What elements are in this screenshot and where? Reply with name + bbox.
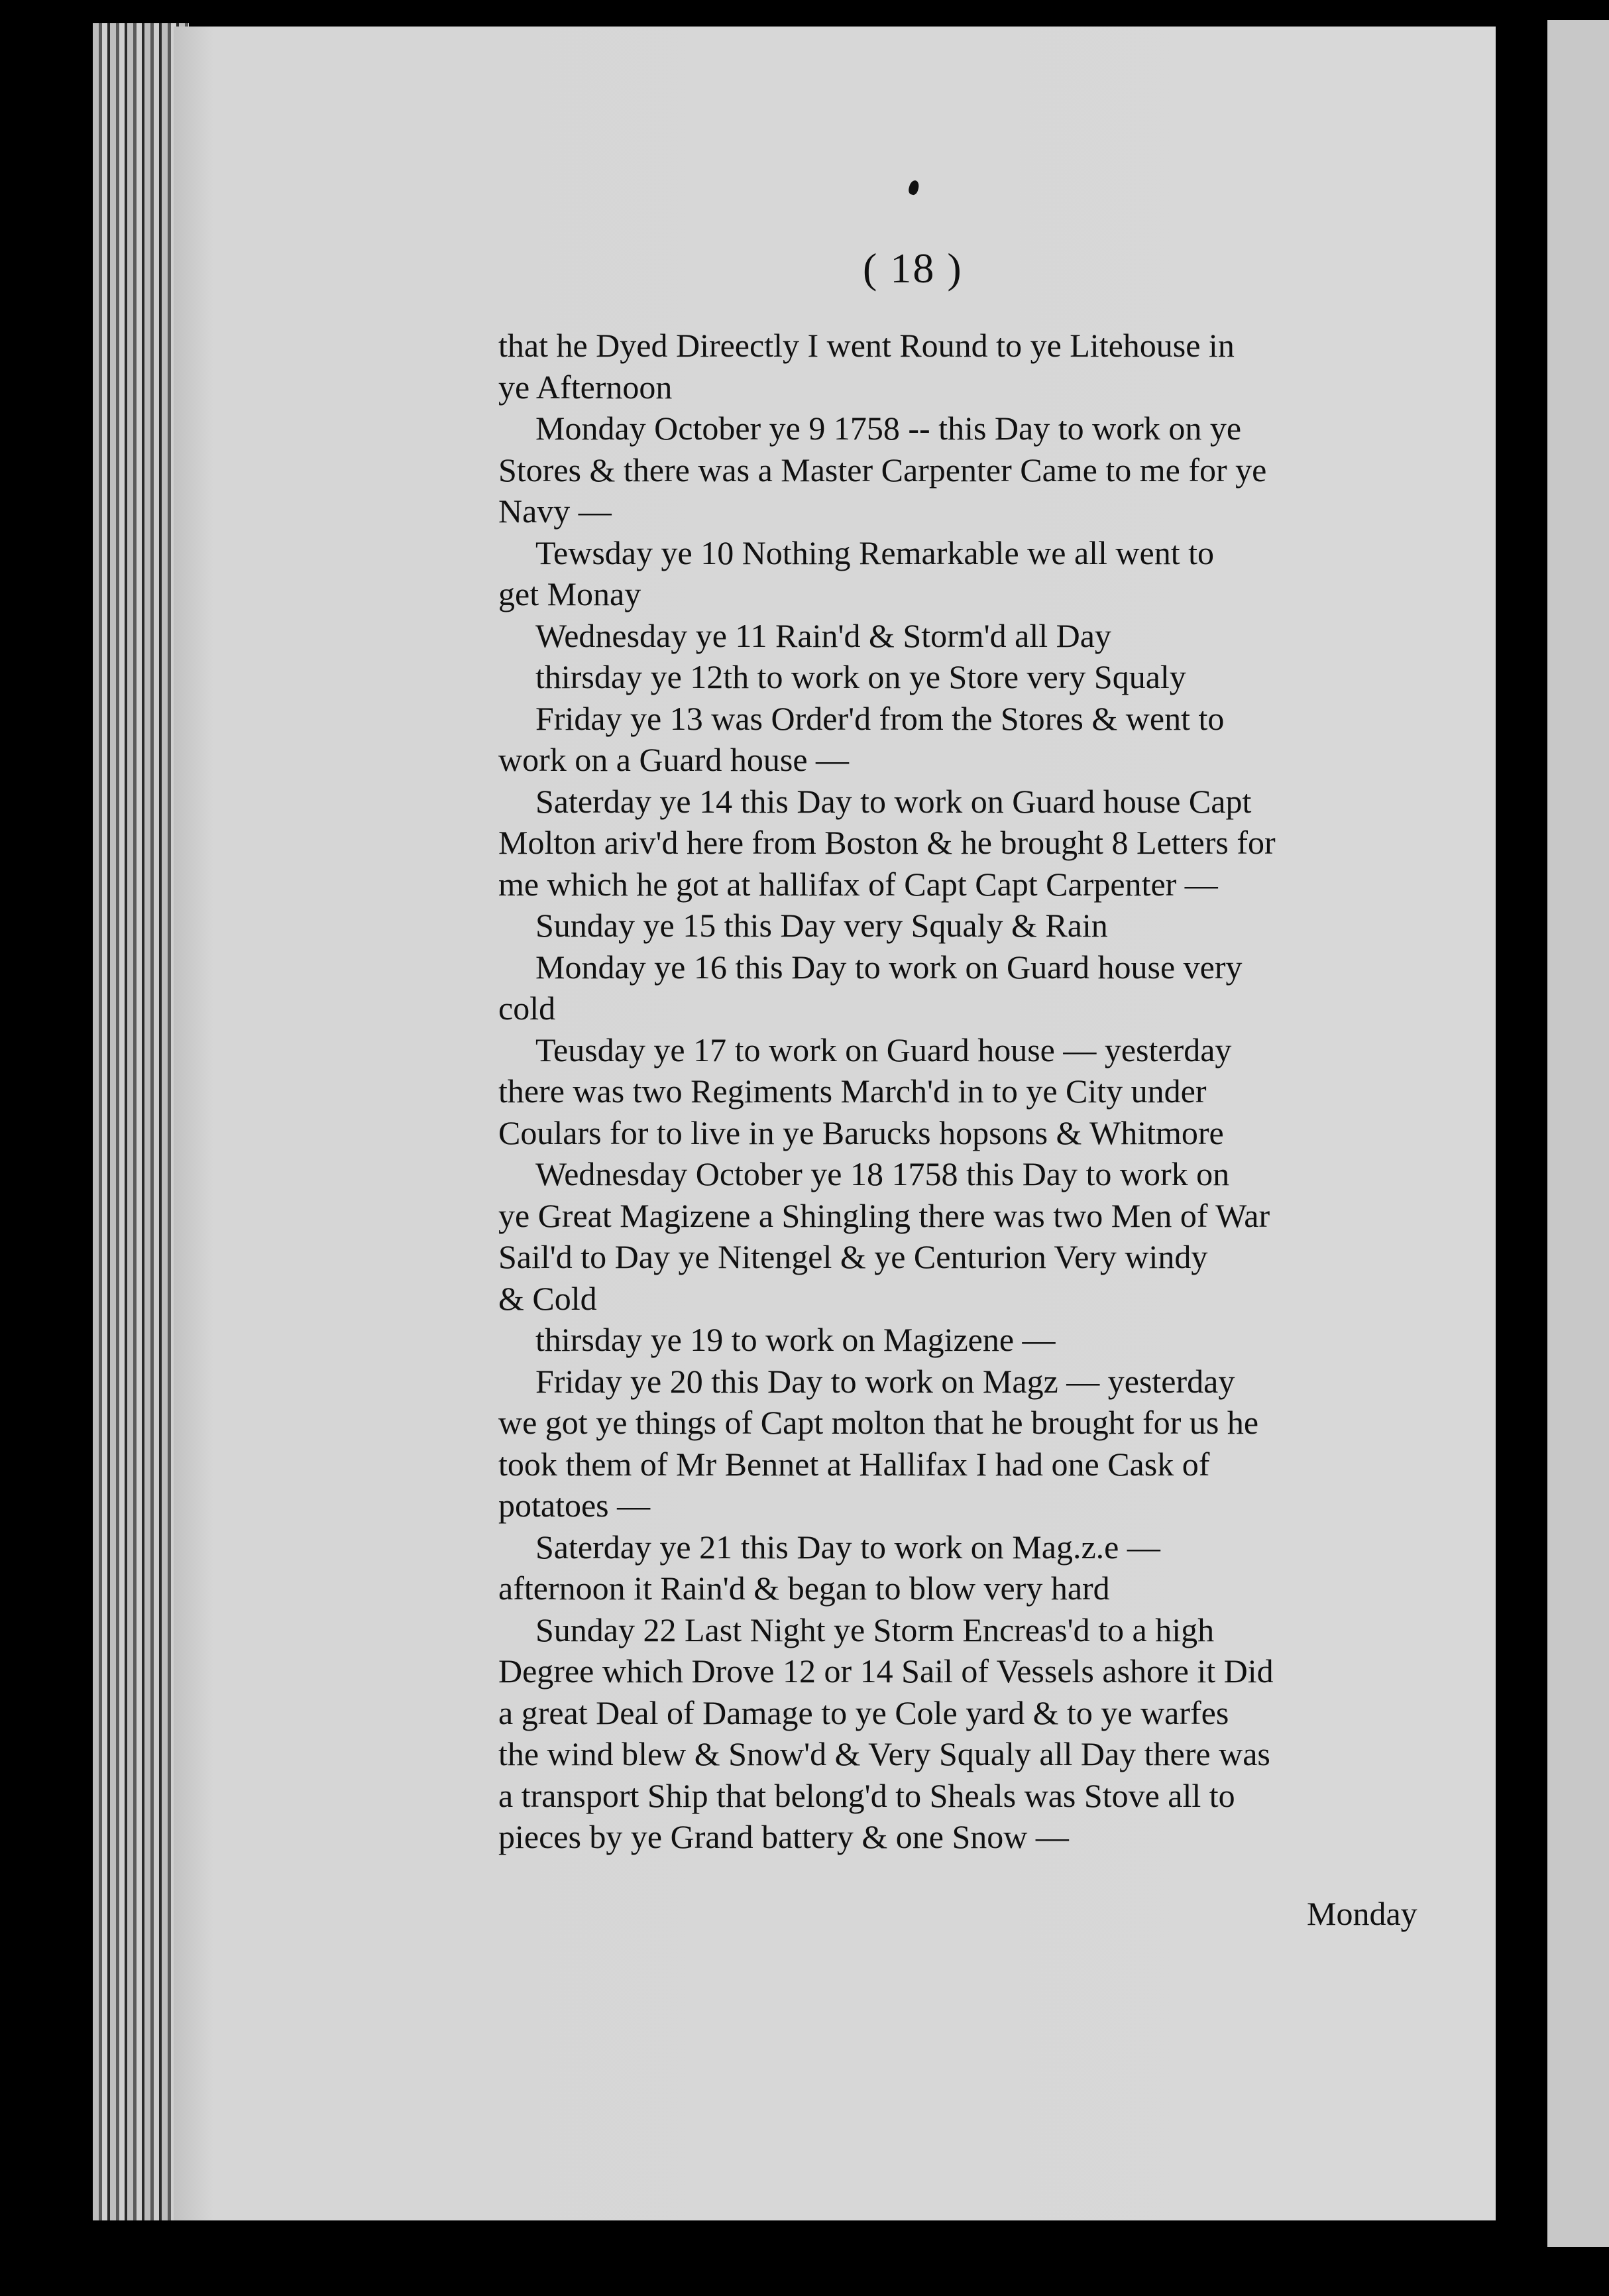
diary-entry-start: Saterday ye 14 this Day to work on Guard house Capt [535, 782, 1252, 820]
text-line: Navy — [498, 492, 612, 530]
text-line: ye Afternoon [498, 368, 673, 406]
adjacent-page-edge [1547, 20, 1609, 2247]
diary-entry-start: Friday ye 13 was Order'd from the Stores & went to [535, 699, 1225, 737]
text-line: there was two Regiments March'd in to ye City under [498, 1072, 1207, 1110]
text-line: potatoes — [498, 1487, 651, 1524]
diary-entry-start: Sunday ye 15 this Day very Squaly & Rain [535, 907, 1108, 944]
text-line: cold [498, 990, 556, 1027]
text-line: pieces by ye Grand battery & one Snow — [498, 1818, 1069, 1855]
text-line: that he Dyed Direectly I went Round to ye Litehouse in [498, 327, 1235, 364]
text-line: took them of Mr Bennet at Hallifax I had one Cask of [498, 1445, 1210, 1483]
text-line: Molton ariv'd here from Boston & he brought 8 Letters for [498, 824, 1276, 861]
text-line: get Monay [498, 575, 641, 612]
diary-text [498, 325, 1439, 1858]
page-number: ( 18 ) [863, 245, 963, 292]
diary-entry-start: thirsday ye 19 to work on Magizene — [535, 1321, 1056, 1358]
diary-entry-start: Monday October ye 9 1758 -- this Day to work on ye [535, 410, 1242, 447]
text-line: a transport Ship that belong'd to Sheals was Stove all to [498, 1776, 1235, 1814]
diary-entry-start: Wednesday October ye 18 1758 this Day to work on [535, 1155, 1230, 1192]
text-line: we got ye things of Capt molton that he brought for us he [498, 1404, 1259, 1441]
diary-entry-start: Monday ye 16 this Day to work on Guard house very [535, 948, 1243, 986]
diary-entry-start: Friday ye 20 this Day to work on Magz — yesterday [535, 1362, 1235, 1400]
text-line: a great Deal of Damage to ye Cole yard & to ye warfes [498, 1693, 1229, 1731]
text-line: ye Great Magizene a Shingling there was two Men of War [498, 1196, 1270, 1234]
text-line: afternoon it Rain'd & began to blow very hard [498, 1570, 1110, 1607]
diary-entry-start: Saterday ye 21 this Day to work on Mag.z.e — [535, 1528, 1160, 1566]
catchword: Monday [1307, 1895, 1417, 1932]
diary-entry-start: thirsday ye 12th to work on ye Store very Squaly [535, 658, 1186, 695]
text-line: & Cold [498, 1279, 597, 1317]
text-line: Degree which Drove 12 or 14 Sail of Vessels ashore it Did [498, 1652, 1274, 1690]
diary-entry-start: Sunday 22 Last Night ye Storm Encreas'd to a high [535, 1611, 1215, 1648]
text-line: Sail'd to Day ye Nitengel & ye Centurion Very windy [498, 1238, 1208, 1275]
diary-entry-start: Tewsday ye 10 Nothing Remarkable we all went to [535, 534, 1214, 571]
diary-entry-start: Teusday ye 17 to work on Guard house — yesterday [535, 1031, 1232, 1068]
diary-entry-start: Wednesday ye 11 Rain'd & Storm'd all Day [535, 616, 1111, 654]
text-line: Coulars for to live in ye Barucks hopsons & Whitmore [498, 1114, 1224, 1151]
text-line: the wind blew & Snow'd & Very Squaly all Day there was [498, 1735, 1270, 1772]
text-line: me which he got at hallifax of Capt Capt Carpenter — [498, 865, 1218, 903]
text-line: Stores & there was a Master Carpenter Came to me for ye [498, 451, 1267, 488]
text-line: work on a Guard house — [498, 741, 850, 778]
